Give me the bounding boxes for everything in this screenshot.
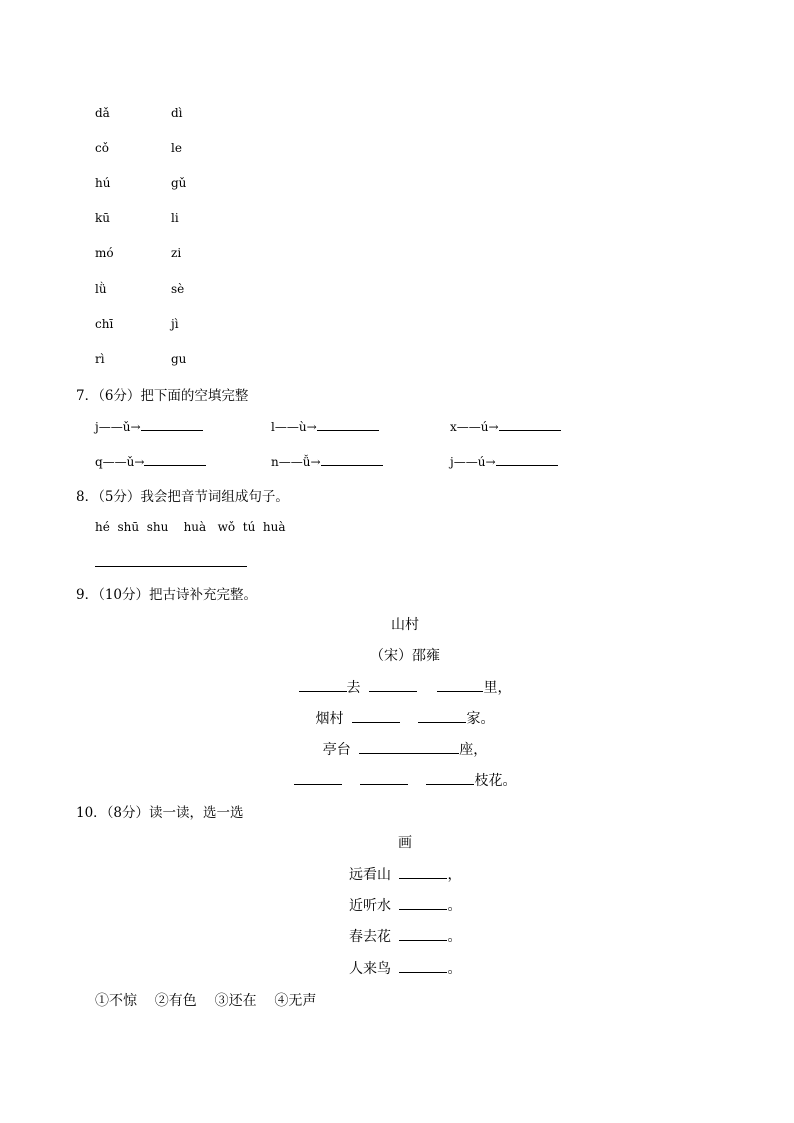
poem-text: 春去花 [349, 929, 391, 945]
pinyin-left: kū [95, 211, 110, 225]
pinyin-right: zi [171, 246, 182, 260]
q7-item [450, 453, 558, 469]
poem-line [349, 958, 461, 978]
poem-text: 去 [346, 680, 361, 696]
answer-blank[interactable] [418, 710, 466, 723]
answer-blank[interactable] [399, 928, 447, 941]
answer-blank[interactable] [144, 453, 206, 466]
answer-blank[interactable] [399, 897, 447, 910]
pinyin-right: jì [171, 317, 179, 331]
pinyin-left: chī [95, 317, 114, 331]
poem-text: ， [447, 867, 462, 883]
poem-title: 山村 [391, 617, 419, 633]
q7-prompt: n——ǚ→ [271, 455, 321, 469]
q7-item [450, 418, 561, 434]
q7-item [271, 453, 383, 469]
answer-blank[interactable] [352, 710, 400, 723]
poem-text: 。 [447, 898, 462, 914]
q8-header: 8．（5分）我会把音节词组成句子。 [76, 489, 289, 505]
poem-text: 。 [447, 961, 462, 977]
answer-blank[interactable] [437, 679, 483, 692]
poem-text: 。 [447, 929, 462, 945]
poem-text: 人来鸟 [349, 961, 391, 977]
answer-blank[interactable] [496, 453, 558, 466]
answer-blank[interactable] [399, 866, 447, 879]
poem-text: 枝花。 [474, 773, 517, 789]
pinyin-left: hú [95, 176, 111, 190]
q7-prompt: j——ǔ→ [95, 420, 141, 434]
poem-author: （宋）邵雍 [370, 648, 440, 664]
poem-line [349, 926, 461, 946]
q9-header: 9．（10分）把古诗补充完整。 [76, 587, 258, 603]
q7-item [271, 418, 379, 434]
poem-line [349, 895, 461, 915]
q7-header: 7．（6分）把下面的空填完整 [76, 388, 249, 404]
answer-blank[interactable] [426, 772, 474, 785]
pinyin-right: gu [171, 352, 187, 366]
q10-options: ①不惊 ②有色 ③还在 ④无声 [95, 993, 317, 1009]
poem-title: 画 [398, 835, 412, 851]
q7-prompt: q——ǔ→ [95, 455, 145, 469]
pinyin-right: dì [171, 106, 183, 120]
q8-syllables: hé shū shu huà wǒ tú huà [95, 520, 286, 534]
poem-line [349, 864, 461, 884]
poem-text: 近听水 [349, 898, 391, 914]
q7-prompt: x——ú→ [450, 420, 499, 434]
pinyin-left: rì [95, 352, 105, 366]
answer-blank[interactable] [321, 453, 383, 466]
pinyin-right: sè [171, 282, 185, 296]
answer-blank[interactable] [141, 418, 203, 431]
q10-header: 10．（8分）读一读，选一选 [76, 805, 244, 821]
q7-item [95, 453, 206, 469]
pinyin-right: gǔ [171, 176, 187, 190]
pinyin-left: cǒ [95, 141, 109, 155]
answer-blank[interactable] [499, 418, 561, 431]
poem-text: 里， [483, 680, 512, 696]
pinyin-left: lǜ [95, 282, 107, 296]
answer-blank[interactable] [299, 679, 347, 692]
answer-blank[interactable] [399, 960, 447, 973]
q8-answer-line[interactable] [95, 554, 247, 567]
poem-text: 亭台 [322, 742, 351, 758]
poem-line [0, 770, 794, 790]
poem-text: 烟村 [315, 711, 344, 727]
pinyin-right: le [171, 141, 182, 155]
poem-line [0, 708, 794, 728]
poem-line [0, 677, 794, 697]
poem-text: 远看山 [349, 867, 391, 883]
poem-line [0, 739, 794, 759]
answer-blank[interactable] [359, 741, 459, 754]
q7-prompt: l——ù→ [271, 420, 317, 434]
pinyin-left: dǎ [95, 106, 110, 120]
answer-blank[interactable] [360, 772, 408, 785]
answer-blank[interactable] [369, 679, 417, 692]
pinyin-right: li [171, 211, 179, 225]
q7-prompt: j——ú→ [450, 455, 496, 469]
poem-text: 家。 [466, 711, 495, 727]
poem-text: 座， [459, 742, 488, 758]
pinyin-left: mó [95, 246, 114, 260]
q7-item [95, 418, 203, 434]
answer-blank[interactable] [317, 418, 379, 431]
answer-blank[interactable] [294, 772, 342, 785]
